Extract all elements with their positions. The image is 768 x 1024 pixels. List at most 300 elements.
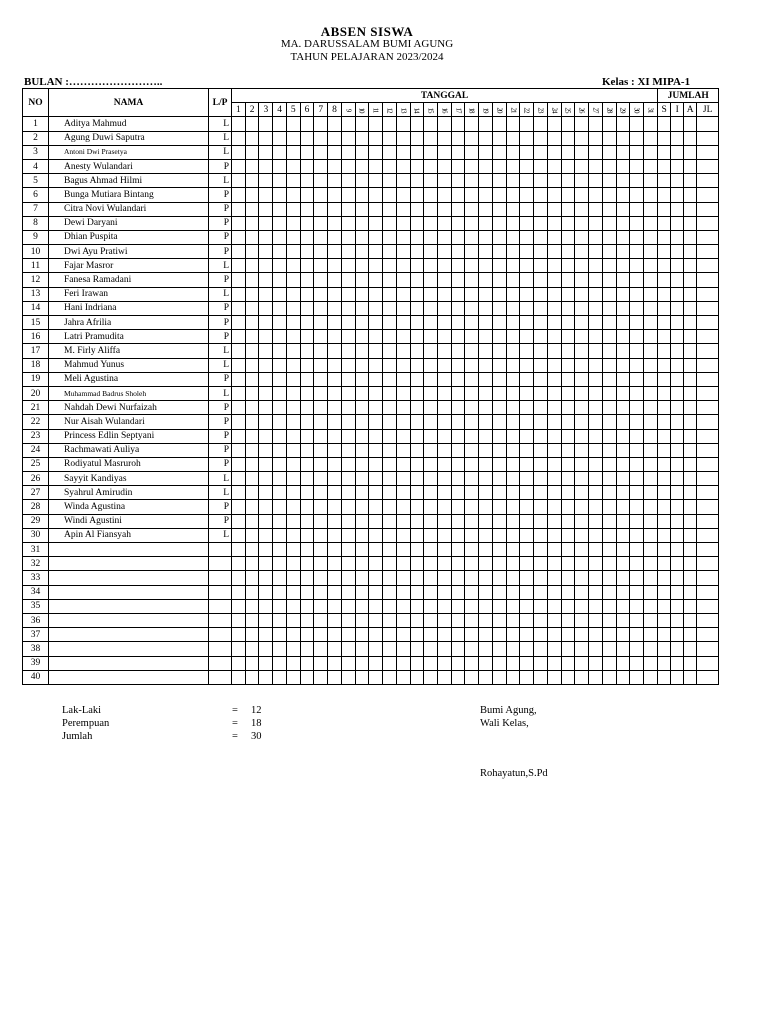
attendance-cell[interactable] [424,216,438,230]
attendance-cell[interactable] [589,386,603,400]
attendance-cell[interactable] [383,372,397,386]
attendance-cell[interactable] [383,273,397,287]
attendance-cell[interactable] [547,528,561,542]
attendance-cell[interactable] [369,287,383,301]
attendance-cell[interactable] [355,429,369,443]
attendance-cell[interactable] [286,514,300,528]
attendance-cell[interactable] [300,401,314,415]
attendance-cell[interactable] [245,301,259,315]
attendance-cell[interactable] [314,571,328,585]
attendance-cell[interactable] [300,301,314,315]
attendance-cell[interactable] [479,174,493,188]
attendance-cell[interactable] [355,358,369,372]
attendance-cell[interactable] [451,245,465,259]
attendance-cell[interactable] [410,613,424,627]
attendance-cell[interactable] [451,585,465,599]
attendance-cell[interactable] [561,372,575,386]
attendance-cell[interactable] [451,344,465,358]
attendance-cell[interactable] [369,457,383,471]
attendance-cell[interactable] [492,401,506,415]
attendance-cell[interactable] [300,131,314,145]
attendance-cell[interactable] [259,457,273,471]
attendance-cell[interactable] [232,117,246,131]
attendance-cell[interactable] [534,287,548,301]
attendance-cell[interactable] [602,188,616,202]
attendance-cell[interactable] [602,245,616,259]
attendance-cell[interactable] [410,372,424,386]
total-cell[interactable] [684,642,697,656]
attendance-cell[interactable] [492,301,506,315]
attendance-cell[interactable] [410,159,424,173]
attendance-cell[interactable] [273,273,287,287]
attendance-cell[interactable] [341,514,355,528]
attendance-cell[interactable] [561,386,575,400]
attendance-cell[interactable] [465,330,479,344]
attendance-cell[interactable] [259,628,273,642]
attendance-cell[interactable] [273,443,287,457]
attendance-cell[interactable] [232,628,246,642]
attendance-cell[interactable] [314,457,328,471]
attendance-cell[interactable] [616,429,630,443]
attendance-cell[interactable] [410,216,424,230]
attendance-cell[interactable] [383,613,397,627]
attendance-cell[interactable] [589,287,603,301]
attendance-cell[interactable] [520,514,534,528]
attendance-cell[interactable] [273,656,287,670]
attendance-cell[interactable] [479,273,493,287]
attendance-cell[interactable] [232,145,246,159]
attendance-cell[interactable] [383,500,397,514]
attendance-cell[interactable] [451,145,465,159]
total-cell[interactable] [684,628,697,642]
attendance-cell[interactable] [438,415,452,429]
attendance-cell[interactable] [451,188,465,202]
attendance-cell[interactable] [300,259,314,273]
attendance-cell[interactable] [286,670,300,684]
attendance-cell[interactable] [616,457,630,471]
total-cell[interactable] [671,571,684,585]
attendance-cell[interactable] [369,174,383,188]
attendance-cell[interactable] [286,330,300,344]
attendance-cell[interactable] [479,443,493,457]
attendance-cell[interactable] [245,443,259,457]
attendance-cell[interactable] [314,273,328,287]
attendance-cell[interactable] [396,401,410,415]
total-cell[interactable] [684,585,697,599]
attendance-cell[interactable] [547,230,561,244]
attendance-cell[interactable] [465,571,479,585]
attendance-cell[interactable] [616,259,630,273]
attendance-cell[interactable] [369,159,383,173]
attendance-cell[interactable] [383,443,397,457]
attendance-cell[interactable] [273,613,287,627]
attendance-cell[interactable] [616,401,630,415]
attendance-cell[interactable] [616,656,630,670]
attendance-cell[interactable] [286,188,300,202]
attendance-cell[interactable] [602,202,616,216]
attendance-cell[interactable] [259,344,273,358]
attendance-cell[interactable] [534,472,548,486]
total-cell[interactable] [671,642,684,656]
attendance-cell[interactable] [355,145,369,159]
attendance-cell[interactable] [616,245,630,259]
attendance-cell[interactable] [602,174,616,188]
attendance-cell[interactable] [286,543,300,557]
attendance-cell[interactable] [410,585,424,599]
total-cell[interactable] [658,330,671,344]
attendance-cell[interactable] [602,656,616,670]
attendance-cell[interactable] [355,457,369,471]
attendance-cell[interactable] [465,316,479,330]
attendance-cell[interactable] [328,528,342,542]
attendance-cell[interactable] [479,245,493,259]
attendance-cell[interactable] [424,443,438,457]
attendance-cell[interactable] [506,386,520,400]
attendance-cell[interactable] [300,571,314,585]
attendance-cell[interactable] [479,330,493,344]
attendance-cell[interactable] [424,145,438,159]
attendance-cell[interactable] [520,344,534,358]
attendance-cell[interactable] [259,273,273,287]
attendance-cell[interactable] [438,571,452,585]
attendance-cell[interactable] [520,472,534,486]
total-cell[interactable] [684,457,697,471]
attendance-cell[interactable] [547,287,561,301]
attendance-cell[interactable] [438,202,452,216]
attendance-cell[interactable] [630,316,644,330]
attendance-cell[interactable] [396,287,410,301]
total-cell[interactable] [697,571,719,585]
attendance-cell[interactable] [644,656,658,670]
attendance-cell[interactable] [259,443,273,457]
attendance-cell[interactable] [575,131,589,145]
attendance-cell[interactable] [644,457,658,471]
attendance-cell[interactable] [232,528,246,542]
attendance-cell[interactable] [383,245,397,259]
attendance-cell[interactable] [300,216,314,230]
attendance-cell[interactable] [355,543,369,557]
attendance-cell[interactable] [410,131,424,145]
attendance-cell[interactable] [451,372,465,386]
attendance-cell[interactable] [589,316,603,330]
attendance-cell[interactable] [589,245,603,259]
attendance-cell[interactable] [438,131,452,145]
attendance-cell[interactable] [561,117,575,131]
attendance-cell[interactable] [589,202,603,216]
attendance-cell[interactable] [534,259,548,273]
total-cell[interactable] [658,571,671,585]
attendance-cell[interactable] [492,656,506,670]
attendance-cell[interactable] [492,528,506,542]
attendance-cell[interactable] [410,599,424,613]
attendance-cell[interactable] [341,457,355,471]
attendance-cell[interactable] [534,188,548,202]
attendance-cell[interactable] [314,486,328,500]
attendance-cell[interactable] [465,457,479,471]
attendance-cell[interactable] [259,145,273,159]
attendance-cell[interactable] [520,557,534,571]
attendance-cell[interactable] [286,202,300,216]
attendance-cell[interactable] [341,599,355,613]
attendance-cell[interactable] [479,670,493,684]
attendance-cell[interactable] [245,188,259,202]
attendance-cell[interactable] [465,500,479,514]
attendance-cell[interactable] [602,415,616,429]
attendance-cell[interactable] [341,401,355,415]
attendance-cell[interactable] [396,145,410,159]
attendance-cell[interactable] [355,656,369,670]
attendance-cell[interactable] [259,316,273,330]
attendance-cell[interactable] [451,386,465,400]
attendance-cell[interactable] [314,401,328,415]
total-cell[interactable] [658,316,671,330]
attendance-cell[interactable] [616,358,630,372]
attendance-cell[interactable] [520,330,534,344]
attendance-cell[interactable] [396,628,410,642]
attendance-cell[interactable] [341,344,355,358]
attendance-cell[interactable] [328,670,342,684]
attendance-cell[interactable] [341,613,355,627]
total-cell[interactable] [658,259,671,273]
attendance-cell[interactable] [438,457,452,471]
attendance-cell[interactable] [396,188,410,202]
attendance-cell[interactable] [328,386,342,400]
total-cell[interactable] [671,656,684,670]
attendance-cell[interactable] [520,273,534,287]
attendance-cell[interactable] [424,316,438,330]
attendance-cell[interactable] [575,372,589,386]
attendance-cell[interactable] [451,443,465,457]
attendance-cell[interactable] [465,599,479,613]
attendance-cell[interactable] [341,245,355,259]
attendance-cell[interactable] [341,330,355,344]
attendance-cell[interactable] [369,599,383,613]
attendance-cell[interactable] [534,386,548,400]
attendance-cell[interactable] [355,287,369,301]
attendance-cell[interactable] [438,472,452,486]
total-cell[interactable] [684,230,697,244]
attendance-cell[interactable] [245,145,259,159]
attendance-cell[interactable] [534,216,548,230]
attendance-cell[interactable] [465,557,479,571]
attendance-cell[interactable] [534,245,548,259]
attendance-cell[interactable] [286,273,300,287]
total-cell[interactable] [684,287,697,301]
attendance-cell[interactable] [506,500,520,514]
attendance-cell[interactable] [410,188,424,202]
attendance-cell[interactable] [465,401,479,415]
attendance-cell[interactable] [575,457,589,471]
attendance-cell[interactable] [520,145,534,159]
attendance-cell[interactable] [314,230,328,244]
total-cell[interactable] [671,628,684,642]
attendance-cell[interactable] [465,202,479,216]
attendance-cell[interactable] [396,599,410,613]
attendance-cell[interactable] [232,401,246,415]
attendance-cell[interactable] [589,415,603,429]
attendance-cell[interactable] [479,656,493,670]
attendance-cell[interactable] [300,486,314,500]
total-cell[interactable] [697,628,719,642]
attendance-cell[interactable] [506,216,520,230]
attendance-cell[interactable] [534,316,548,330]
attendance-cell[interactable] [479,188,493,202]
attendance-cell[interactable] [506,585,520,599]
total-cell[interactable] [658,415,671,429]
attendance-cell[interactable] [341,259,355,273]
attendance-cell[interactable] [451,528,465,542]
total-cell[interactable] [671,230,684,244]
attendance-cell[interactable] [314,557,328,571]
attendance-cell[interactable] [438,443,452,457]
attendance-cell[interactable] [520,486,534,500]
attendance-cell[interactable] [328,216,342,230]
attendance-cell[interactable] [328,429,342,443]
attendance-cell[interactable] [245,174,259,188]
attendance-cell[interactable] [506,330,520,344]
attendance-cell[interactable] [479,358,493,372]
attendance-cell[interactable] [328,230,342,244]
attendance-cell[interactable] [589,500,603,514]
attendance-cell[interactable] [273,358,287,372]
attendance-cell[interactable] [465,386,479,400]
attendance-cell[interactable] [465,358,479,372]
attendance-cell[interactable] [644,628,658,642]
attendance-cell[interactable] [630,358,644,372]
attendance-cell[interactable] [492,188,506,202]
attendance-cell[interactable] [286,174,300,188]
attendance-cell[interactable] [328,117,342,131]
attendance-cell[interactable] [286,642,300,656]
attendance-cell[interactable] [341,557,355,571]
attendance-cell[interactable] [644,287,658,301]
attendance-cell[interactable] [616,486,630,500]
attendance-cell[interactable] [547,557,561,571]
attendance-cell[interactable] [314,599,328,613]
attendance-cell[interactable] [273,259,287,273]
attendance-cell[interactable] [602,500,616,514]
attendance-cell[interactable] [451,670,465,684]
attendance-cell[interactable] [520,443,534,457]
attendance-cell[interactable] [355,401,369,415]
attendance-cell[interactable] [534,613,548,627]
attendance-cell[interactable] [479,287,493,301]
attendance-cell[interactable] [575,599,589,613]
attendance-cell[interactable] [232,415,246,429]
attendance-cell[interactable] [259,585,273,599]
attendance-cell[interactable] [534,628,548,642]
attendance-cell[interactable] [232,386,246,400]
attendance-cell[interactable] [383,316,397,330]
attendance-cell[interactable] [575,656,589,670]
attendance-cell[interactable] [341,316,355,330]
attendance-cell[interactable] [479,344,493,358]
attendance-cell[interactable] [520,316,534,330]
attendance-cell[interactable] [630,401,644,415]
attendance-cell[interactable] [245,642,259,656]
attendance-cell[interactable] [561,670,575,684]
attendance-cell[interactable] [547,401,561,415]
attendance-cell[interactable] [492,613,506,627]
attendance-cell[interactable] [410,642,424,656]
attendance-cell[interactable] [520,401,534,415]
attendance-cell[interactable] [410,174,424,188]
attendance-cell[interactable] [424,599,438,613]
attendance-cell[interactable] [492,457,506,471]
attendance-cell[interactable] [534,131,548,145]
attendance-cell[interactable] [465,543,479,557]
attendance-cell[interactable] [575,344,589,358]
attendance-cell[interactable] [589,486,603,500]
attendance-cell[interactable] [328,571,342,585]
total-cell[interactable] [658,457,671,471]
attendance-cell[interactable] [602,628,616,642]
attendance-cell[interactable] [383,457,397,471]
attendance-cell[interactable] [506,486,520,500]
attendance-cell[interactable] [369,656,383,670]
attendance-cell[interactable] [506,599,520,613]
attendance-cell[interactable] [616,273,630,287]
attendance-cell[interactable] [630,273,644,287]
attendance-cell[interactable] [328,245,342,259]
attendance-cell[interactable] [547,443,561,457]
attendance-cell[interactable] [383,642,397,656]
attendance-cell[interactable] [506,287,520,301]
attendance-cell[interactable] [314,131,328,145]
attendance-cell[interactable] [575,642,589,656]
attendance-cell[interactable] [355,372,369,386]
attendance-cell[interactable] [259,386,273,400]
attendance-cell[interactable] [534,273,548,287]
attendance-cell[interactable] [438,273,452,287]
attendance-cell[interactable] [438,316,452,330]
attendance-cell[interactable] [575,415,589,429]
attendance-cell[interactable] [232,557,246,571]
attendance-cell[interactable] [245,273,259,287]
attendance-cell[interactable] [520,500,534,514]
attendance-cell[interactable] [286,528,300,542]
attendance-cell[interactable] [424,131,438,145]
total-cell[interactable] [697,415,719,429]
attendance-cell[interactable] [245,259,259,273]
total-cell[interactable] [671,528,684,542]
attendance-cell[interactable] [547,358,561,372]
attendance-cell[interactable] [602,613,616,627]
attendance-cell[interactable] [602,259,616,273]
total-cell[interactable] [671,557,684,571]
attendance-cell[interactable] [314,117,328,131]
total-cell[interactable] [684,514,697,528]
attendance-cell[interactable] [506,131,520,145]
attendance-cell[interactable] [479,500,493,514]
attendance-cell[interactable] [273,188,287,202]
attendance-cell[interactable] [259,372,273,386]
attendance-cell[interactable] [506,344,520,358]
attendance-cell[interactable] [383,330,397,344]
attendance-cell[interactable] [561,571,575,585]
attendance-cell[interactable] [438,372,452,386]
attendance-cell[interactable] [534,230,548,244]
attendance-cell[interactable] [561,429,575,443]
total-cell[interactable] [684,159,697,173]
attendance-cell[interactable] [616,202,630,216]
attendance-cell[interactable] [314,202,328,216]
attendance-cell[interactable] [534,571,548,585]
attendance-cell[interactable] [644,443,658,457]
attendance-cell[interactable] [506,472,520,486]
attendance-cell[interactable] [232,202,246,216]
attendance-cell[interactable] [355,557,369,571]
